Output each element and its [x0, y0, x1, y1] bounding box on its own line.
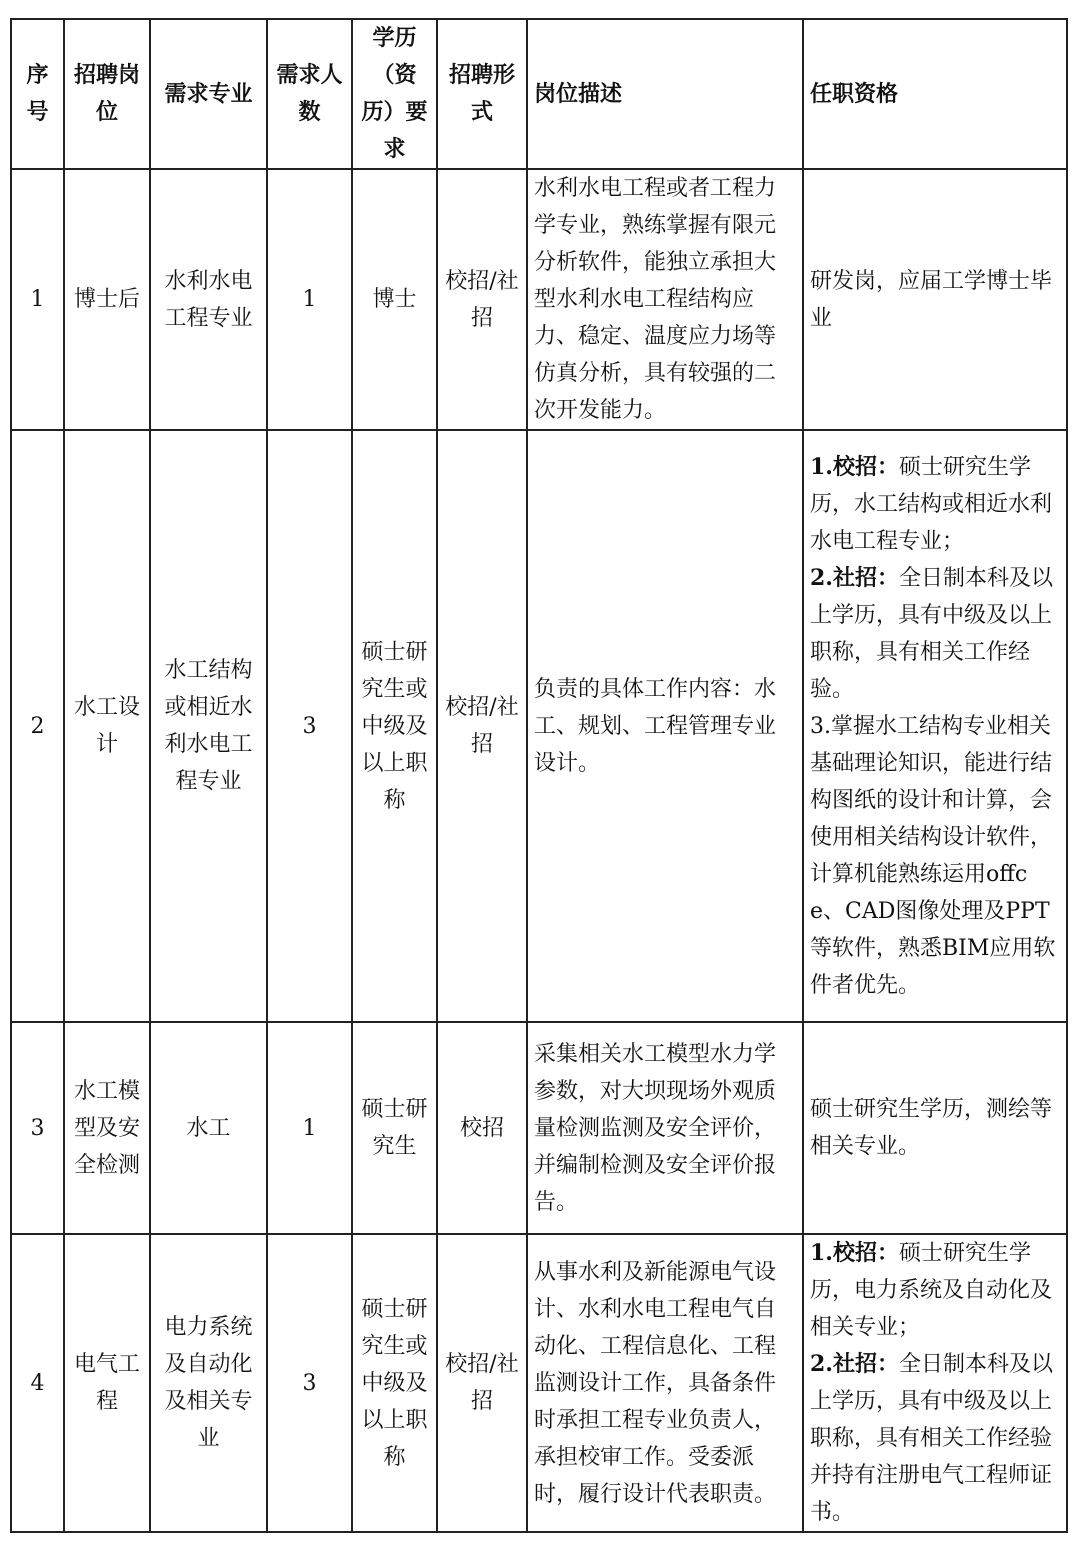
cell-qualification	[803, 430, 1067, 1022]
header-no: 序号	[11, 19, 64, 169]
cell-description: 采集相关水工模型水力学参数，对大坝现场外观质量检测监测及安全评价，并编制检测及安全评价报告。	[527, 1022, 803, 1234]
cell-position: 电气工程	[64, 1234, 150, 1532]
table-row	[11, 169, 1067, 430]
qualification-label-social: 2.社招：	[810, 1351, 899, 1377]
cell-form: 校招/社招	[437, 430, 527, 1022]
qualification-label-campus: 1.校招：	[810, 453, 899, 480]
table-row	[11, 430, 1067, 1022]
cell-qualification	[803, 1234, 1067, 1532]
cell-education: 博士	[352, 169, 437, 430]
cell-no: 1	[11, 169, 64, 430]
cell-major: 电力系统及自动化及相关专业	[150, 1234, 267, 1532]
cell-form: 校招/社招	[437, 169, 527, 430]
header-row	[11, 19, 1067, 169]
qualification-text-social: 全日制本科及以上学历，具有中级及以上职称，具有相关工作经验。	[810, 565, 1053, 702]
qualification-text-campus: 硕士研究生学历，电力系统及自动化及相关专业；	[810, 1241, 1053, 1340]
cell-education: 硕士研究生或中级及以上职称	[352, 1234, 437, 1532]
cell-major: 水工结构或相近水利水电工程专业	[150, 430, 267, 1022]
qualification-text-social: 全日制本科及以上学历，具有中级及以上职称，具有相关工作经验并持有注册电气工程师证书。	[810, 1352, 1053, 1525]
cell-count: 1	[267, 1022, 352, 1234]
cell-position: 水工模型及安全检测	[64, 1022, 150, 1234]
cell-form: 校招	[437, 1022, 527, 1234]
cell-education: 硕士研究生	[352, 1022, 437, 1234]
cell-qualification: 研发岗，应届工学博士毕业	[803, 169, 1067, 430]
header-position: 招聘岗位	[64, 19, 150, 169]
cell-qualification: 硕士研究生学历，测绘等相关专业。	[803, 1022, 1067, 1234]
cell-count: 3	[267, 1234, 352, 1532]
header-education: 学历（资历）要求	[352, 19, 437, 169]
header-qualification: 任职资格	[803, 19, 1067, 169]
cell-description: 水利水电工程或者工程力学专业，熟练掌握有限元分析软件，能独立承担大型水利水电工程结构应力、稳定、温度应力场等仿真分析，具有较强的二次开发能力。	[527, 169, 803, 430]
qualification-label-campus: 1.校招：	[810, 1240, 899, 1266]
header-description: 岗位描述	[527, 19, 803, 169]
table-row	[11, 1234, 1067, 1532]
cell-count: 3	[267, 430, 352, 1022]
header-major: 需求专业	[150, 19, 267, 169]
cell-form: 校招/社招	[437, 1234, 527, 1532]
cell-description: 从事水利及新能源电气设计、水利水电工程电气自动化、工程信息化、工程监测设计工作，具备条件时承担工程专业负责人，承担校审工作。受委派时，履行设计代表职责。	[527, 1234, 803, 1532]
cell-position: 水工设计	[64, 430, 150, 1022]
cell-major: 水利水电工程专业	[150, 169, 267, 430]
qualification-item-1	[810, 455, 1052, 554]
table-row	[11, 1022, 1067, 1234]
cell-description: 负责的具体工作内容：水工、规划、工程管理专业设计。	[527, 430, 803, 1022]
header-count: 需求人数	[267, 19, 352, 169]
qualification-text-campus: 硕士研究生学历，水工结构或相近水利水电工程专业；	[810, 454, 1053, 554]
cell-no: 4	[11, 1234, 64, 1532]
qualification-item-1	[810, 1241, 1052, 1340]
qualification-item-3: 3.掌握水工结构专业相关基础理论知识，能进行结构图纸的设计和计算，会使用相关结构设计软件，计算机能熟练运用offce、CAD图像处理及PPT等软件，熟悉BIM应用软件者优先。	[810, 713, 1056, 998]
header-form: 招聘形式	[437, 19, 527, 169]
cell-count: 1	[267, 169, 352, 430]
qualification-item-2	[810, 1346, 1060, 1531]
cell-no: 3	[11, 1022, 64, 1234]
cell-major: 水工	[150, 1022, 267, 1234]
qualification-item-2	[810, 560, 1060, 708]
cell-no: 2	[11, 430, 64, 1022]
cell-position: 博士后	[64, 169, 150, 430]
cell-education: 硕士研究生或中级及以上职称	[352, 430, 437, 1022]
recruitment-table	[10, 18, 1068, 1533]
qualification-label-social: 2.社招：	[810, 564, 899, 591]
